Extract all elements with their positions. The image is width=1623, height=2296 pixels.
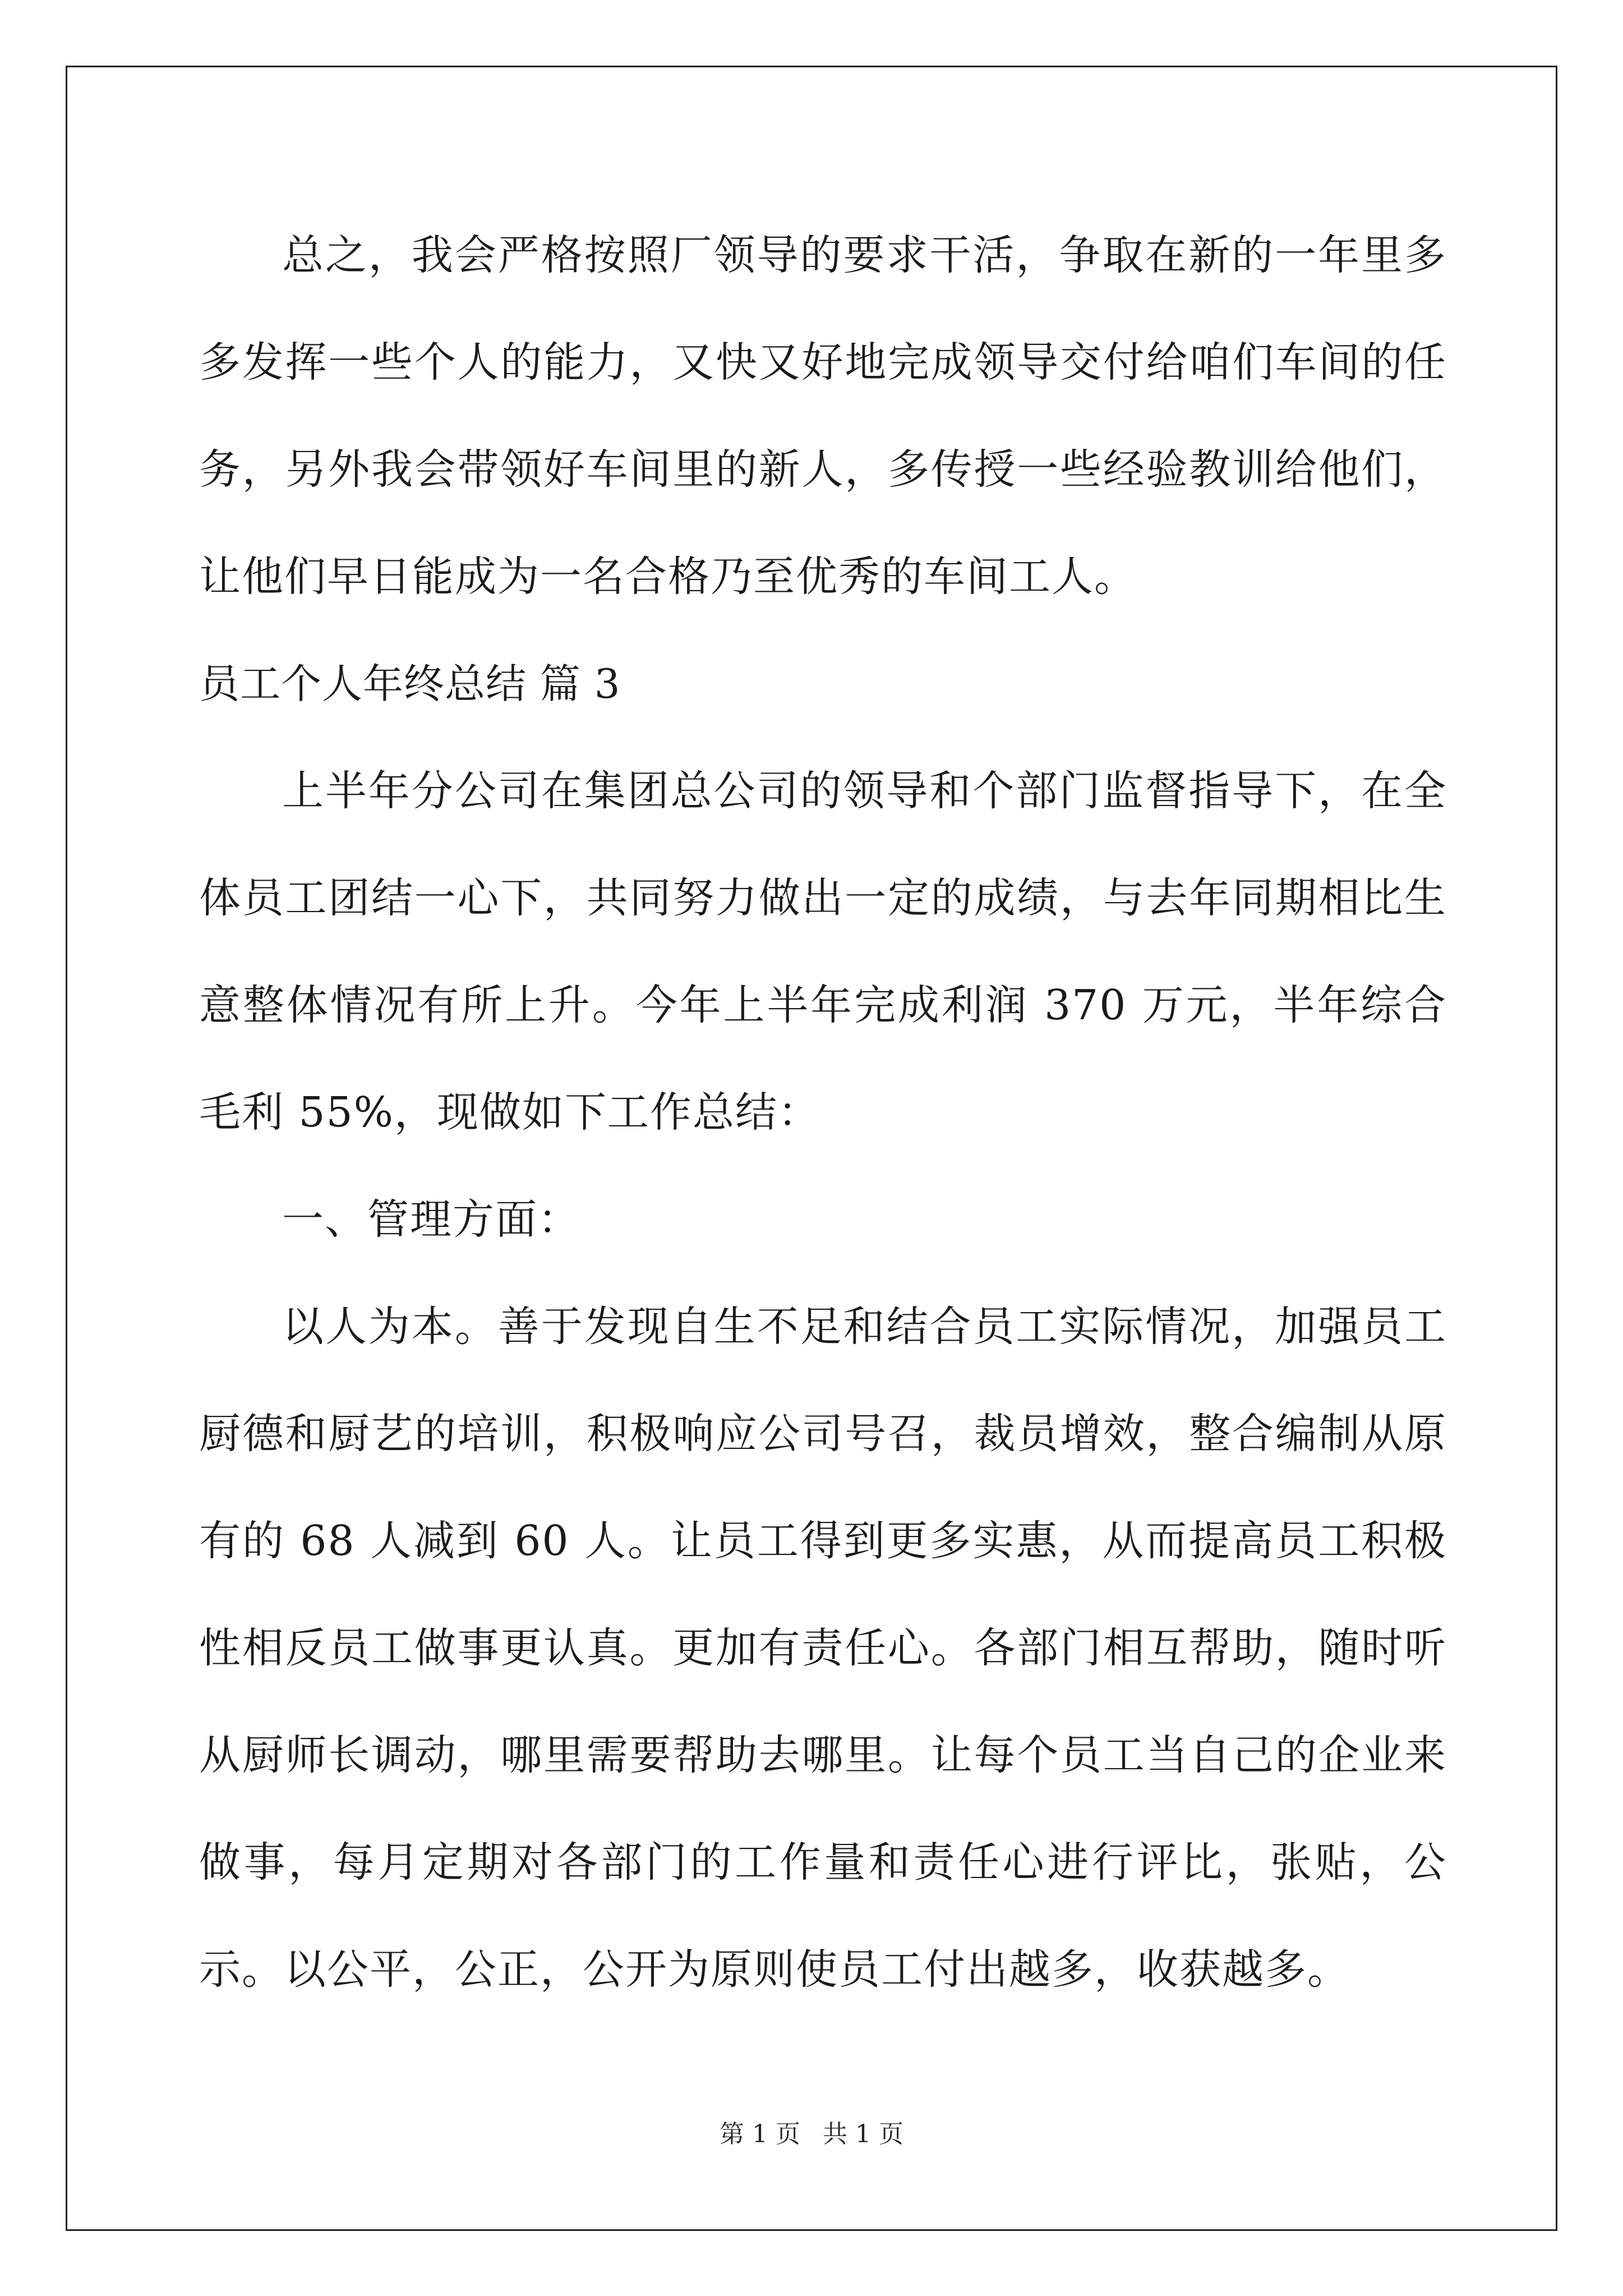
page-number: 第 1 页 [720, 2120, 800, 2148]
document-body [199, 202, 1447, 2023]
page-footer [0, 2118, 1623, 2151]
paragraph-intro: 上半年分公司在集团总公司的领导和个部门监督指导下，在全体员工团结一心下，共同努力做出一定的成绩，与去年同期相比生意整体情况有所上升。今年上半年完成利润 370 万元，半年综合毛利 55%，现做如下工作总结： [199, 767, 1447, 1137]
paragraph-management: 以人为本。善于发现自生不足和结合员工实际情况，加强员工厨德和厨艺的培训，积极响应公司号召，裁员增效，整合编制从原有的 68 人减到 60 人。让员工得到更多实惠，从而提高员工积极性相反员工做事更认真。更加有责任心。各部门相互帮助，随时听从厨师长调动，哪里需要帮助去哪里。让每个员工当自己的企业来做事，每月定期对各部门的工作量和责任心进行评比，张贴，公示。以公平，公正，公开为原则使员工付出越多，收获越多。 [199, 1303, 1447, 1994]
paragraph-subheading: 一、管理方面： [282, 1195, 580, 1244]
page-total: 共 1 页 [823, 2120, 903, 2148]
section-heading: 员工个人年终总结 篇 3 [199, 660, 621, 707]
paragraph-summary: 总之，我会严格按照厂领导的要求干活，争取在新的一年里多多发挥一些个人的能力，又快又好地完成领导交付给咱们车间的任务，另外我会带领好车间里的新人，多传授一些经验教训给他们，让他们早日能成为一名合格乃至优秀的车间工人。 [199, 231, 1447, 601]
